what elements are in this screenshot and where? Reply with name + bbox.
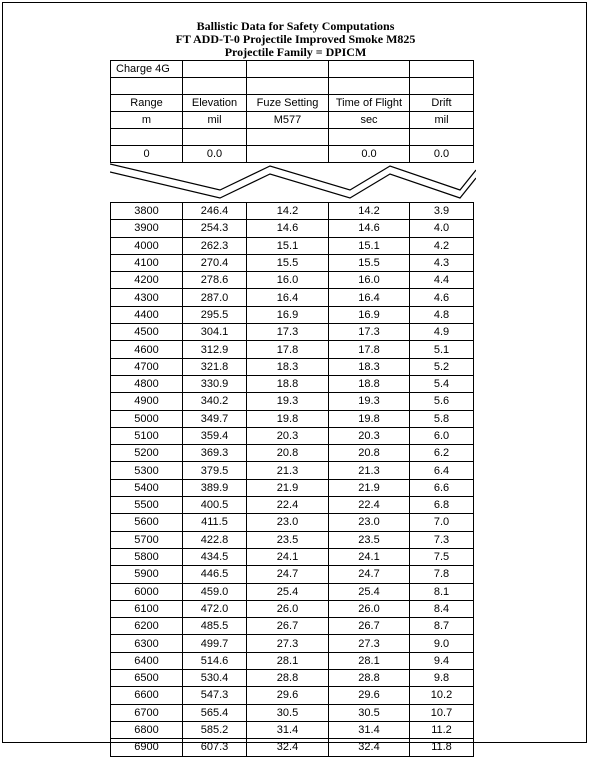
cell-drift: 8.7 (410, 618, 474, 635)
empty-cell (329, 78, 410, 95)
cell-fuze-setting: 14.2 (247, 203, 329, 220)
cell-range: 4800 (111, 375, 183, 392)
cell-range: 4400 (111, 306, 183, 323)
cell-drift: 10.7 (410, 704, 474, 721)
table-row (111, 704, 474, 721)
cell-fuze-setting: 15.5 (247, 254, 329, 271)
title-line-1: Ballistic Data for Safety Computations (196, 19, 395, 33)
cell-time-of-flight: 24.7 (329, 566, 410, 583)
cell-elevation: 585.2 (183, 721, 247, 738)
table-row (111, 272, 474, 289)
cell-time-of-flight: 14.2 (329, 203, 410, 220)
cell-range: 6100 (111, 600, 183, 617)
cell-range: 4700 (111, 358, 183, 375)
cell-fuze-setting: 15.1 (247, 237, 329, 254)
column-header-drift: Drift (410, 95, 474, 112)
spacer-row (111, 129, 474, 146)
cell-time-of-flight: 16.0 (329, 272, 410, 289)
table-row (111, 652, 474, 669)
cell-fuze-setting: 16.9 (247, 306, 329, 323)
cell-time-of-flight: 20.3 (329, 427, 410, 444)
cell-time-of-flight: 17.8 (329, 341, 410, 358)
cell-elevation: 499.7 (183, 635, 247, 652)
cell-elevation: 287.0 (183, 289, 247, 306)
cell-drift: 0.0 (410, 146, 474, 163)
table-row (111, 721, 474, 738)
cell-time-of-flight: 23.5 (329, 531, 410, 548)
column-header-time-of-flight: Time of Flight (329, 95, 410, 112)
table-row (111, 739, 474, 756)
cell-fuze-setting: 25.4 (247, 583, 329, 600)
table-row (111, 687, 474, 704)
cell-fuze-setting: 31.4 (247, 721, 329, 738)
cell-drift: 4.3 (410, 254, 474, 271)
cell-fuze-setting: 29.6 (247, 687, 329, 704)
empty-cell (247, 61, 329, 78)
cell-elevation: 459.0 (183, 583, 247, 600)
unit-drift: mil (410, 112, 474, 129)
cell-range: 6700 (111, 704, 183, 721)
cell-range: 5500 (111, 497, 183, 514)
cell-elevation: 0.0 (183, 146, 247, 163)
unit-fuze-setting: M577 (247, 112, 329, 129)
cell-time-of-flight: 26.0 (329, 600, 410, 617)
cell-range: 6600 (111, 687, 183, 704)
cell-elevation: 295.5 (183, 306, 247, 323)
cell-drift: 7.5 (410, 548, 474, 565)
table-row (111, 375, 474, 392)
empty-cell (183, 78, 247, 95)
cell-elevation: 547.3 (183, 687, 247, 704)
empty-cell (111, 78, 183, 95)
cell-elevation: 607.3 (183, 739, 247, 756)
cell-drift: 5.2 (410, 358, 474, 375)
cell-time-of-flight: 18.8 (329, 375, 410, 392)
cell-fuze-setting: 28.1 (247, 652, 329, 669)
empty-cell (410, 61, 474, 78)
cell-fuze-setting: 23.0 (247, 514, 329, 531)
cell-fuze-setting: 21.3 (247, 462, 329, 479)
cell-drift: 6.4 (410, 462, 474, 479)
cell-drift: 4.2 (410, 237, 474, 254)
cell-time-of-flight: 21.9 (329, 479, 410, 496)
units-row (111, 112, 474, 129)
cell-fuze-setting: 28.8 (247, 670, 329, 687)
cell-time-of-flight: 28.1 (329, 652, 410, 669)
cell-fuze-setting: 17.8 (247, 341, 329, 358)
cell-time-of-flight: 15.1 (329, 237, 410, 254)
cell-drift: 5.4 (410, 375, 474, 392)
cell-time-of-flight: 22.4 (329, 497, 410, 514)
cell-range: 4200 (111, 272, 183, 289)
cell-elevation: 530.4 (183, 670, 247, 687)
cell-range: 4100 (111, 254, 183, 271)
cell-elevation: 411.5 (183, 514, 247, 531)
cell-range: 4900 (111, 393, 183, 410)
cell-time-of-flight: 28.8 (329, 670, 410, 687)
cell-range: 6000 (111, 583, 183, 600)
cell-range: 6800 (111, 721, 183, 738)
empty-cell (247, 78, 329, 95)
cell-elevation: 472.0 (183, 600, 247, 617)
cell-elevation: 514.6 (183, 652, 247, 669)
table-row (111, 583, 474, 600)
table-row (111, 237, 474, 254)
table-row (111, 670, 474, 687)
cell-elevation: 312.9 (183, 341, 247, 358)
cell-fuze-setting: 19.8 (247, 410, 329, 427)
cell-fuze-setting: 14.6 (247, 220, 329, 237)
cell-drift: 4.4 (410, 272, 474, 289)
title-line-2: FT ADD-T-0 Projectile Improved Smoke M825 (175, 32, 416, 46)
empty-cell (183, 129, 247, 146)
cell-drift: 4.6 (410, 289, 474, 306)
cell-elevation: 349.7 (183, 410, 247, 427)
cell-fuze-setting: 16.0 (247, 272, 329, 289)
table-row (111, 341, 474, 358)
cell-time-of-flight: 24.1 (329, 548, 410, 565)
cell-time-of-flight: 26.7 (329, 618, 410, 635)
cell-fuze-setting: 21.9 (247, 479, 329, 496)
cell-elevation: 379.5 (183, 462, 247, 479)
table-row (111, 289, 474, 306)
cell-time-of-flight: 19.8 (329, 410, 410, 427)
cell-range: 5000 (111, 410, 183, 427)
table-row (111, 203, 474, 220)
cell-drift: 5.1 (410, 341, 474, 358)
cell-fuze-setting: 24.1 (247, 548, 329, 565)
data-table-body (111, 203, 474, 757)
cell-elevation: 330.9 (183, 375, 247, 392)
cell-time-of-flight: 31.4 (329, 721, 410, 738)
table-row (111, 445, 474, 462)
cell-fuze-setting: 32.4 (247, 739, 329, 756)
table-row (111, 254, 474, 271)
cell-fuze-setting: 18.3 (247, 358, 329, 375)
cell-elevation: 246.4 (183, 203, 247, 220)
cell-elevation: 359.4 (183, 427, 247, 444)
cell-range: 5400 (111, 479, 183, 496)
cell-elevation: 422.8 (183, 531, 247, 548)
cell-elevation: 262.3 (183, 237, 247, 254)
table-row (111, 635, 474, 652)
cell-elevation: 446.5 (183, 566, 247, 583)
empty-cell (329, 129, 410, 146)
cell-time-of-flight: 25.4 (329, 583, 410, 600)
cell-drift: 5.8 (410, 410, 474, 427)
cell-elevation: 369.3 (183, 445, 247, 462)
cell-range: 4000 (111, 237, 183, 254)
cell-elevation: 254.3 (183, 220, 247, 237)
cell-time-of-flight: 0.0 (329, 146, 410, 163)
cell-elevation: 434.5 (183, 548, 247, 565)
cell-fuze-setting: 26.7 (247, 618, 329, 635)
table-row (111, 479, 474, 496)
table-row (111, 358, 474, 375)
cell-fuze-setting: 20.8 (247, 445, 329, 462)
cell-fuze-setting: 19.3 (247, 393, 329, 410)
cell-elevation: 389.9 (183, 479, 247, 496)
cell-fuze-setting: 20.3 (247, 427, 329, 444)
cell-fuze-setting: 26.0 (247, 600, 329, 617)
cell-fuze-setting: 17.3 (247, 324, 329, 341)
cell-range: 6500 (111, 670, 183, 687)
cell-time-of-flight: 20.8 (329, 445, 410, 462)
cell-time-of-flight: 18.3 (329, 358, 410, 375)
cell-range: 5800 (111, 548, 183, 565)
table-row (111, 548, 474, 565)
cell-range: 5700 (111, 531, 183, 548)
cell-fuze-setting: 27.3 (247, 635, 329, 652)
table-break-zigzag (110, 158, 476, 200)
cell-time-of-flight: 16.9 (329, 306, 410, 323)
cell-time-of-flight: 17.3 (329, 324, 410, 341)
cell-range: 3800 (111, 203, 183, 220)
cell-fuze-setting: 24.7 (247, 566, 329, 583)
data-table (110, 202, 474, 757)
cell-range: 3900 (111, 220, 183, 237)
unit-time-of-flight: sec (329, 112, 410, 129)
table-row (111, 462, 474, 479)
table-row (111, 531, 474, 548)
cell-elevation: 400.5 (183, 497, 247, 514)
cell-drift: 7.3 (410, 531, 474, 548)
cell-elevation: 321.8 (183, 358, 247, 375)
cell-drift: 7.8 (410, 566, 474, 583)
cell-elevation: 565.4 (183, 704, 247, 721)
cell-drift: 6.0 (410, 427, 474, 444)
cell-time-of-flight: 32.4 (329, 739, 410, 756)
table-row (111, 514, 474, 531)
table-row (111, 393, 474, 410)
cell-range: 4300 (111, 289, 183, 306)
cell-range: 5200 (111, 445, 183, 462)
cell-time-of-flight: 30.5 (329, 704, 410, 721)
empty-cell (183, 61, 247, 78)
cell-drift: 6.2 (410, 445, 474, 462)
cell-range: 4500 (111, 324, 183, 341)
cell-drift: 6.6 (410, 479, 474, 496)
cell-fuze-setting: 16.4 (247, 289, 329, 306)
cell-range: 5600 (111, 514, 183, 531)
spacer-row (111, 78, 474, 95)
cell-drift: 5.6 (410, 393, 474, 410)
empty-cell (329, 61, 410, 78)
column-header-range: Range (111, 95, 183, 112)
table-row (111, 220, 474, 237)
table-row (111, 410, 474, 427)
header-table (110, 60, 474, 163)
cell-drift: 4.0 (410, 220, 474, 237)
table-row (111, 566, 474, 583)
cell-time-of-flight: 15.5 (329, 254, 410, 271)
unit-elevation: mil (183, 112, 247, 129)
cell-elevation: 485.5 (183, 618, 247, 635)
cell-fuze-setting: 23.5 (247, 531, 329, 548)
table-row (111, 600, 474, 617)
cell-drift: 4.8 (410, 306, 474, 323)
cell-drift: 8.1 (410, 583, 474, 600)
column-header-row (111, 95, 474, 112)
cell-drift: 9.4 (410, 652, 474, 669)
cell-drift: 11.8 (410, 739, 474, 756)
cell-range: 6400 (111, 652, 183, 669)
cell-range: 6900 (111, 739, 183, 756)
table-row (111, 497, 474, 514)
cell-range: 6200 (111, 618, 183, 635)
cell-elevation: 304.1 (183, 324, 247, 341)
cell-range: 0 (111, 146, 183, 163)
cell-drift: 9.0 (410, 635, 474, 652)
table-row (111, 618, 474, 635)
cell-fuze-setting: 30.5 (247, 704, 329, 721)
cell-time-of-flight: 19.3 (329, 393, 410, 410)
cell-drift: 10.2 (410, 687, 474, 704)
column-header-elevation: Elevation (183, 95, 247, 112)
cell-drift: 11.2 (410, 721, 474, 738)
table-row (111, 324, 474, 341)
table-row (111, 427, 474, 444)
cell-time-of-flight: 14.6 (329, 220, 410, 237)
cell-time-of-flight: 27.3 (329, 635, 410, 652)
cell-drift: 9.8 (410, 670, 474, 687)
cell-range: 4600 (111, 341, 183, 358)
cell-drift: 7.0 (410, 514, 474, 531)
empty-cell (247, 129, 329, 146)
cell-drift: 8.4 (410, 600, 474, 617)
empty-cell (410, 129, 474, 146)
charge-row (111, 61, 474, 78)
cell-time-of-flight: 21.3 (329, 462, 410, 479)
cell-drift: 6.8 (410, 497, 474, 514)
cell-range: 5300 (111, 462, 183, 479)
cell-elevation: 340.2 (183, 393, 247, 410)
table-row (111, 306, 474, 323)
cell-range: 5900 (111, 566, 183, 583)
cell-fuze-setting: 18.8 (247, 375, 329, 392)
cell-time-of-flight: 29.6 (329, 687, 410, 704)
charge-label: Charge 4G (111, 61, 183, 78)
document-title (0, 20, 591, 59)
title-line-3: Projectile Family = DPICM (224, 45, 367, 59)
unit-range: m (111, 112, 183, 129)
cell-range: 6300 (111, 635, 183, 652)
empty-cell (410, 78, 474, 95)
cell-time-of-flight: 16.4 (329, 289, 410, 306)
cell-time-of-flight: 23.0 (329, 514, 410, 531)
cell-drift: 4.9 (410, 324, 474, 341)
cell-drift: 3.9 (410, 203, 474, 220)
empty-cell (111, 129, 183, 146)
cell-elevation: 270.4 (183, 254, 247, 271)
cell-range: 5100 (111, 427, 183, 444)
cell-elevation: 278.6 (183, 272, 247, 289)
cell-fuze-setting: 22.4 (247, 497, 329, 514)
column-header-fuze-setting: Fuze Setting (247, 95, 329, 112)
